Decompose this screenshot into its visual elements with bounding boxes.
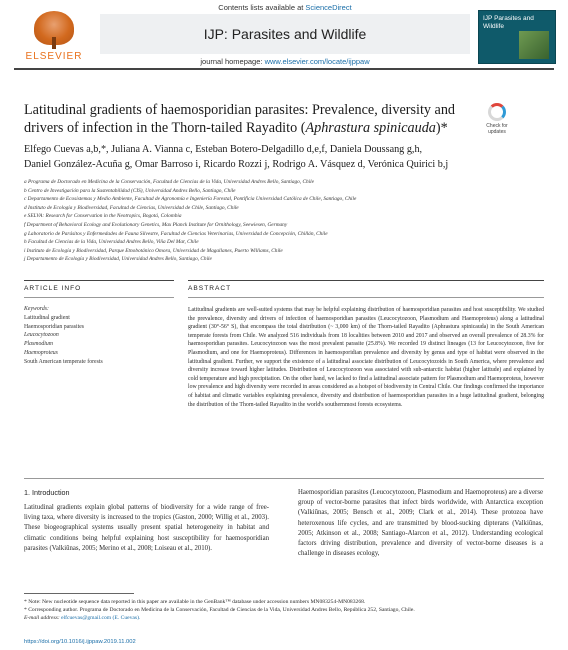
cover-title: IJP Parasites and Wildlife [483,15,534,30]
keywords-label: Keywords: [24,306,49,312]
affiliation-item: g Laboratorio de Parásitos y Enfermedades de Fauna Silvestre, Facultad de Ciencias Veterinarias, Universidad de Concepción, Chillán, Chile [24,230,328,237]
email-label: E-mail address: [24,615,62,621]
keyword-item[interactable]: Leucocytozoon [24,332,59,339]
affiliation-item: e SELVA: Research for Conservation in the Neotropics, Bogotá, Colombia [24,213,182,220]
article-info-heading: ARTICLE INFO [24,285,82,292]
keywords-block [24,305,174,367]
crossmark-badge[interactable] [480,103,514,137]
keyword-item[interactable]: Latitudinal gradient [24,314,70,321]
article-title [24,101,474,137]
keyword-item[interactable]: Haemosporidian parasites [24,323,85,330]
abstract-subrule [188,297,544,298]
introduction-column-2: Haemosporidian parasites (Leucocytozoon, Plasmodium and Haemoproteus) are a diverse group of vector-borne parasites that infect birds worldwide, with Antarctica exception (Valkiūnas, 2005; Bensch et al., 2009; Clark et al., 2014). These protozoa have heteroxenous life cycles, and are transmitted by blood-sucking dipterans (Valkiūnas, 2005; Atkinson et al., 2008; Santiago-Alarcon et al., 2012). Understanding ecological factors driving distribution, prevalence and diversity of vector-borne diseases is a challenge in diseases ecology, [298,489,543,558]
affiliation-item: i Instituto de Ecología y Biodiversidad, Parque Etnobotánico Omora, Universidad de Magallanes, Puerto Williams, Chile [24,247,283,254]
authors-line-2: Daniel González-Acuña g, Omar Barroso i, Ricardo Rozzi j, Rodrigo A. Vásquez d, Verónica Quirici b,j [24,159,449,170]
contents-text: Contents lists available at [218,3,306,12]
title-text: Latitudinal gradients of haemosporidian parasites: Prevalence, diversity and drivers of infection in the Thorn-tailed Rayadito ( [24,102,456,136]
homepage-link[interactable]: www.elsevier.com/locate/ijppaw [264,57,370,66]
keyword-item[interactable]: Plasmodium [24,341,53,348]
homepage-label: journal homepage: [200,57,265,66]
affiliation-item: j Departamento de Ecología y Biodiversidad, Universidad Andres Bello, Santiago, Chile [24,256,212,263]
crossmark-icon [488,103,506,121]
publisher-name: ELSEVIER [25,51,83,62]
elsevier-logo [14,10,94,62]
elsevier-tree-icon [34,11,74,45]
title-end: )* [435,120,448,136]
affiliation-item: b Centro de Investigación para la Sustentabilidad (CIS), Universidad Andres Bello, Santiago, Chile [24,187,236,194]
footnotes [24,598,544,622]
homepage-line [100,57,470,66]
journal-name: IJP: Parasites and Wildlife [203,26,367,42]
data-note: * Note: New nucleotide sequence data reported in this paper are available in the GenBank™ database under accession numbers MN083254-MN083268. [24,599,366,605]
corresponding-author-note: * Corresponding author. Programa de Doctorado en Medicina de la Conservación, Facultad de Ciencias de la Vida, Universidad Andres Bello, República 252, Santiago, Chile. [24,607,415,613]
email-link[interactable]: elfcuevas@gmail.com (E. Cuevas). [61,615,141,621]
keyword-item[interactable]: South American temperate forests [24,358,103,365]
affiliations [24,178,544,264]
affiliation-item: a Programa de Doctorado en Medicina de la Conservación, Facultad de Ciencias de la Vida, Universidad Andres Bello, Santiago, Chile [24,179,314,185]
affiliation-item: h Facultad de Ciencias de la Vida, Universidad Andres Bello, Viña Del Mar, Chile [24,239,199,246]
introduction-column-1: Latitudinal gradients explain global patterns of biodiversity for a wide range of free-living taxa, where diversity is increased to the tropics (Gaston, 2000; Willig et al., 2003). These biogeographical systems usually present spatial heterogeneity in habitat and climatic conditions being helpful explaining host susceptibility for haemosporidian parasites (Valkiūnas, 2005; Merino et al., 2008; Loiseau et al., 2010). [24,504,269,552]
email-line [24,614,544,622]
crossmark-label: Check for updates [486,123,508,135]
authors-line-1: Elfego Cuevas a,b,*, Juliana A. Vianna c, Esteban Botero-Delgadillo d,e,f, Daniela Doussang g,h, [24,144,423,155]
journal-cover-thumbnail [478,10,556,64]
header-rule [14,68,554,70]
affiliation-item: f Department of Behavioral Ecology and Evolutionary Genetics, Max Planck Institute for Ornithology, Seewiesen, Germany [24,221,288,228]
article-info-subrule [24,297,174,298]
abstract-text: Latitudinal gradients are well-suited systems that may be helpful explaining distribution of haemosporidian parasites and host susceptibility. We studied the prevalence, diversity and drivers of infection of haemosporidian parasites (Leucocytozoon, Plasmodium and Haemoproteus) along a latitudinal gradient (30°-56° S), that encompass the total distribution (~ 3,000 km) of the Thorn-tailed Rayadito (Aphrastura spinicauda) in the South American temperate forests from Chile. We analyzed 516 individuals from 18 localities between 2010 and 2017 and observed an overall prevalence of 28.3% for haemosporidian parasites. Leucocytozoon was the most prevalent parasite (25.8%). We recorded 19 distinct lineages (13 for Leucocytozoon, five for Plasmodium, and one for Haemoproteus). Differences in haemosporidian prevalence and diversity by genus and type of habitat were observed in the latitudinal gradient. Further, we support the existence of a latitudinal associate distribution of Leucocytozoids in South America, where prevalence and diversity increase toward higher latitudes. Distribution of Leucocytozoon was associated with sub-antarctic habitat (higher latitude) and explained by cold temperature and high precipitation. On the other hand, we lacked to find a latitudinal associate pattern for Plasmodium and Haemoproteus, however low prevalence and high diversity were recorded in areas considered as a hotspot of biodiversity in Central Chile. Our findings confirmed the importance of habitat and climatic variables explaining prevalence, diversity and distribution of haemosporidian parasites in a huge latitudinal gradient, belonging the distribution of the Thorn-tailed Rayadito in the world's southernmost forests ecosystems. [188,307,544,408]
introduction-heading: 1. Introduction [24,488,70,497]
affiliation-item: c Departamento de Ecosistemas y Medio Ambiente, Facultad de Agronomía e Ingeniería Forestal, Pontificia Universidad Católica de Chile, Santiago, Chile [24,196,357,203]
keyword-item[interactable]: Haemoproteus [24,349,58,356]
sciencedirect-link[interactable]: ScienceDirect [305,3,352,12]
abstract-bottom-rule [24,478,544,479]
affiliation-item: d Instituto de Ecología y Biodiversidad, Facultad de Ciencias, Universidad de Chile, Santiago, Chile [24,204,239,211]
author-list [24,142,544,172]
doi-link[interactable]: https://doi.org/10.1016/j.ijppaw.2019.11.002 [24,639,136,645]
abstract-heading: ABSTRACT [188,285,232,292]
footnote-rule [24,593,134,594]
contents-line [100,3,470,12]
cover-image [519,31,549,59]
journal-banner [100,14,470,54]
article-info-rule [24,280,174,281]
title-species: Aphrastura spinicauda [305,120,436,136]
abstract-rule [188,280,544,281]
